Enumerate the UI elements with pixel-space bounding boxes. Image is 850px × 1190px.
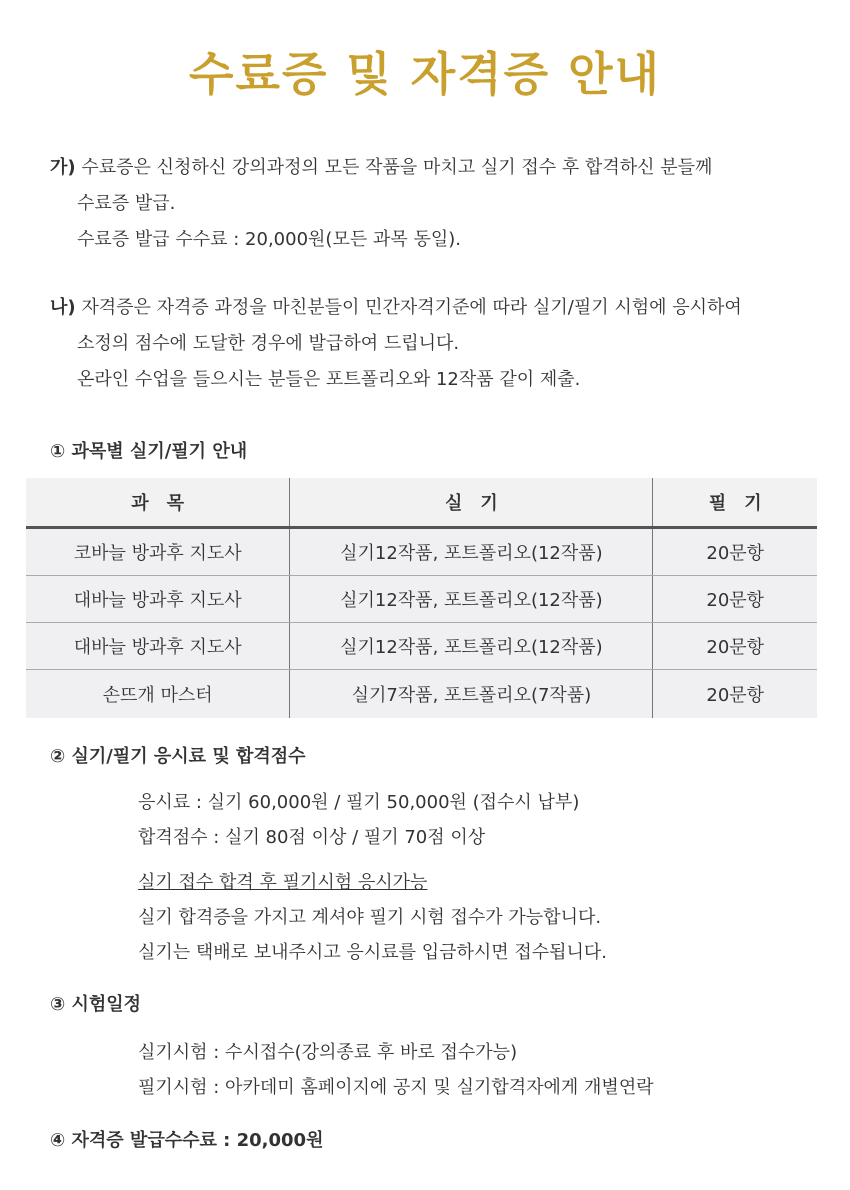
section-ga-line-1 xyxy=(50,150,712,186)
section-4-title: ④ 자격증 발급수수료 : 20,000원 xyxy=(50,1130,324,1151)
section-1-title: ① 과목별 실기/필기 안내 xyxy=(50,441,248,462)
section-na-text-3: 온라인 수업을 들으시는 분들은 포트폴리오와 12작품 같이 제출. xyxy=(77,369,581,390)
written-exam-text: 필기시험 : 아카데미 홈페이지에 공지 및 실기합격자에게 개별연락 xyxy=(138,1077,654,1098)
section-2-title: ② 실기/필기 응시료 및 합격점수 xyxy=(50,746,306,767)
section-na-text-2: 소정의 점수에 도달한 경우에 발급하여 드립니다. xyxy=(77,333,460,354)
section-2-notes xyxy=(138,865,607,970)
cell-written: 20문항 xyxy=(653,623,817,670)
table-header-row xyxy=(26,478,817,528)
section-ga-text-2: 수료증 발급. xyxy=(77,193,176,214)
practical-exam-text: 실기시험 : 수시접수(강의종료 후 바로 접수가능) xyxy=(138,1042,518,1063)
cell-practical: 실기12작품, 포트폴리오(12작품) xyxy=(290,576,653,623)
table-row xyxy=(26,623,817,670)
section-2-fees xyxy=(138,785,579,855)
cell-practical: 실기12작품, 포트폴리오(12작품) xyxy=(290,623,653,670)
section-na-label: 나) xyxy=(50,297,76,318)
header-subject: 과 목 xyxy=(26,478,290,528)
cell-subject: 코바늘 방과후 지도사 xyxy=(26,528,290,576)
section-na-text-1: 자격증은 자격증 과정을 마친분들이 민간자격기준에 따라 실기/필기 시험에 응시하여 xyxy=(81,297,742,318)
note-text-1: 실기 합격증을 가지고 계셔야 필기 시험 접수가 가능합니다. xyxy=(138,907,602,928)
cell-practical: 실기7작품, 포트폴리오(7작품) xyxy=(290,670,653,719)
subject-table xyxy=(26,478,817,718)
cell-subject: 대바늘 방과후 지도사 xyxy=(26,576,290,623)
exam-fee-text: 응시료 : 실기 60,000원 / 필기 50,000원 (접수시 납부) xyxy=(138,792,580,813)
header-practical: 실 기 xyxy=(290,478,653,528)
cell-written: 20문항 xyxy=(653,528,817,576)
cell-written: 20문항 xyxy=(653,670,817,719)
section-ga xyxy=(50,150,712,258)
note-text-2: 실기는 택배로 보내주시고 응시료를 입금하시면 접수됩니다. xyxy=(138,942,608,963)
cell-practical: 실기12작품, 포트폴리오(12작품) xyxy=(290,528,653,576)
section-ga-label: 가) xyxy=(50,157,76,178)
cell-subject: 손뜨개 마스터 xyxy=(26,670,290,719)
table-row xyxy=(26,576,817,623)
section-ga-text-3: 수료증 발급 수수료 : 20,000원(모든 과목 동일). xyxy=(77,229,461,250)
page-title: 수료증 및 자격증 안내 xyxy=(189,47,661,101)
section-na xyxy=(50,290,742,398)
section-3-title: ③ 시험일정 xyxy=(50,994,142,1015)
cell-subject: 대바늘 방과후 지도사 xyxy=(26,623,290,670)
section-na-line-1 xyxy=(50,290,742,326)
cell-written: 20문항 xyxy=(653,576,817,623)
table-row xyxy=(26,670,817,719)
table-row xyxy=(26,528,817,576)
note-heading: 실기 접수 합격 후 필기시험 응시가능 xyxy=(138,872,428,893)
header-written: 필 기 xyxy=(653,478,817,528)
section-ga-text-1: 수료증은 신청하신 강의과정의 모든 작품을 마치고 실기 접수 후 합격하신 분들께 xyxy=(81,157,713,178)
pass-score-text: 합격점수 : 실기 80점 이상 / 필기 70점 이상 xyxy=(138,827,486,848)
section-3-schedule xyxy=(138,1035,654,1105)
